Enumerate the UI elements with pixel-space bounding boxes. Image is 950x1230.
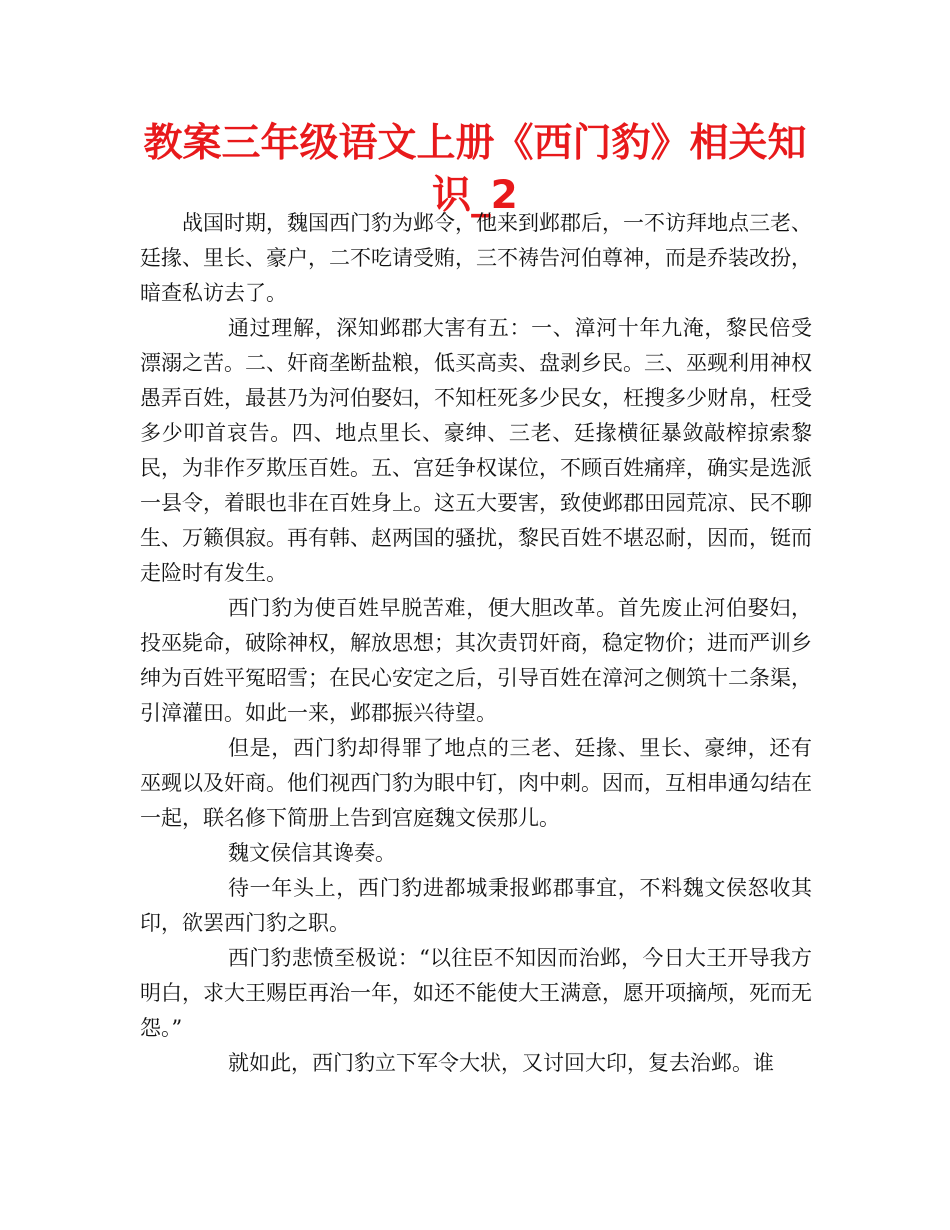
document-title: 教案三年级语文上册《西门豹》相关知识_2 [143,121,807,218]
paragraph-3: 西门豹为使百姓早脱苦难，便大胆改革。首先废止河伯娶妇，投巫毙命，破除神权，解放思想；其次责罚奸商，稳定物价；进而严训乡绅为百姓平冤昭雪；在民心安定之后，引导百姓在漳河之侧筑十二条渠，引漳灌田。如此一来，邺郡振兴待望。 [140,596,812,725]
paragraph-7: 西门豹悲愤至极说：“以往臣不知因而治邺，今日大王开导我方明白，求大王赐臣再治一年，如还不能使大王满意，愿开项摘颅，死而无怨。” [140,946,812,1040]
paragraph-1: 战国时期，魏国西门豹为邺令，他来到邺郡后，一不访拜地点三老、廷掾、里长、豪户，二不吃请受贿，三不祷告河伯尊神，而是乔装改扮，暗查私访去了。 [140,211,812,305]
paragraph-2: 通过理解，深知邺郡大害有五：一、漳河十年九淹，黎民倍受漂溺之苦。二、奸商垄断盐粮，低买高卖、盘剥乡民。三、巫觋利用神权愚弄百姓，最甚乃为河伯娶妇，不知枉死多少民女，枉搜多少财帛，枉受多少叩首哀告。四、地点里长、豪绅、三老、廷掾横征暴敛敲榨掠索黎民，为非作歹欺压百姓。五、宫廷争权谋位，不顾百姓痛痒，确实是选派一县令，着眼也非在百姓身上。这五大要害，致使邺郡田园荒凉、民不聊生、万籁俱寂。再有韩、赵两国的骚扰，黎民百姓不堪忍耐，因而，铤而走险时有发生。 [140,316,812,585]
paragraph-5: 魏文侯信其谗奏。 [228,841,396,865]
document-body [140,206,812,1081]
paragraph-8: 就如此，西门豹立下军令大状，又讨回大印，复去治邺。谁 [228,1051,774,1075]
paragraph-4: 但是，西门豹却得罪了地点的三老、廷掾、里长、豪绅，还有巫觋以及奸商。他们视西门豹为眼中钉，肉中刺。因而，互相串通勾结在一起，联名修下简册上告到宫庭魏文侯那儿。 [140,736,812,830]
paragraph-6: 待一年头上，西门豹进都城秉报邺郡事宜，不料魏文侯怒收其印，欲罢西门豹之职。 [140,876,812,935]
